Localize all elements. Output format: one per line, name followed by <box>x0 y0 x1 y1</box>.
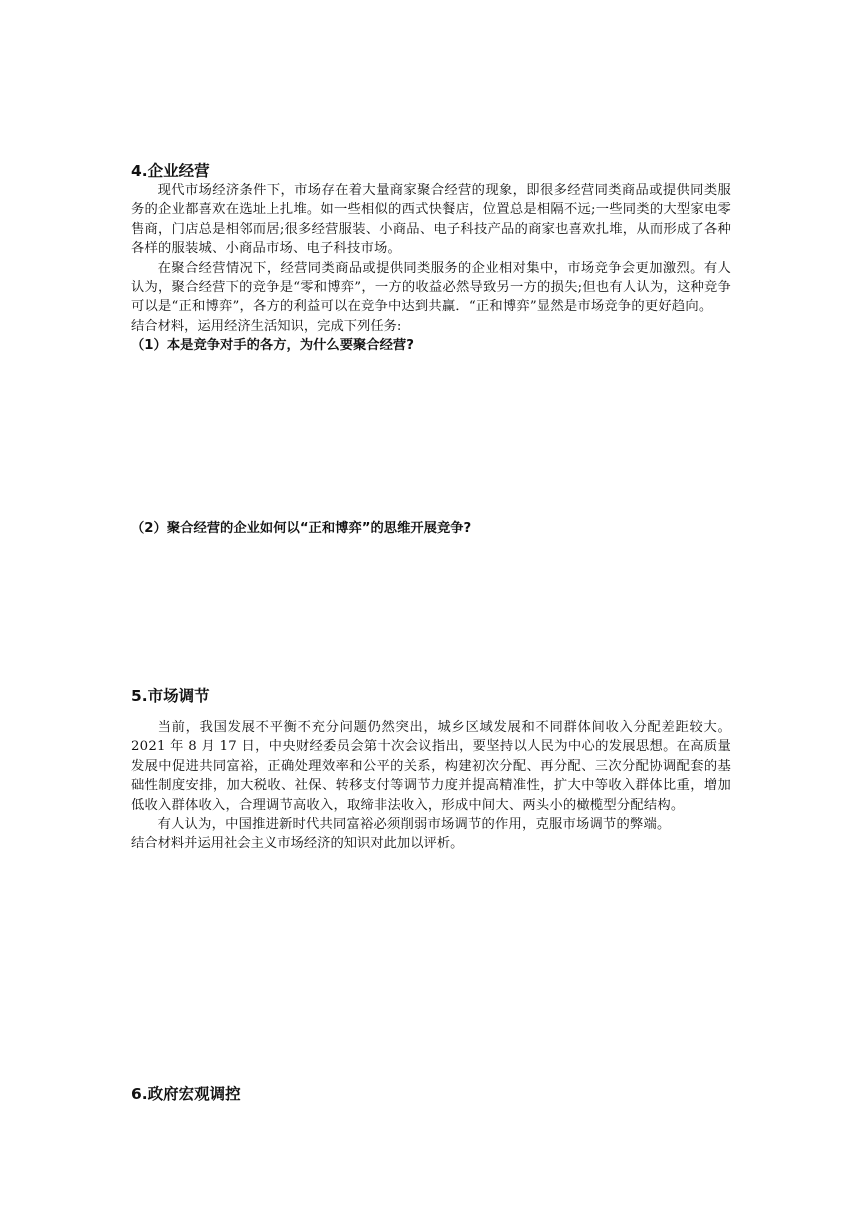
section-6 <box>131 1084 731 1104</box>
task-instruction: 结合材料并运用社会主义市场经济的知识对此加以评析。 <box>131 836 464 852</box>
material-paragraph: 当前，我国发展不平衡不充分问题仍然突出，城乡区域发展和不同群体间收入分配差距较大。2021 年 8 月 17 日，中央财经委员会第十次会议指出，要坚持以人民为中心的发展思想。在高质量发展中促进共同富裕，正确处理效率和公平的关系，构建初次分配、再分配、三次分配协调配套的基础性制度安排，加大税收、社保、转移支付等调节力度并提高精准性，扩大中等收入群体比重，增加低收入群体收入，合理调节高收入，取缔非法收入，形成中间大、两头小的橄榄型分配结构。 <box>131 720 731 813</box>
section-heading: 6.政府宏观调控 <box>131 1085 241 1103</box>
question-2: （2）聚合经营的企业如何以“正和博弈”的思维开展竞争? <box>131 521 472 536</box>
section-5 <box>131 686 731 854</box>
section-4 <box>131 161 731 356</box>
section-heading: 4.企业经营 <box>131 162 210 180</box>
material-paragraph: 在聚合经营情况下，经营同类商品或提供同类服务的企业相对集中，市场竞争会更加激烈。有人认为，聚合经营下的竞争是“零和博弈”，一方的收益必然导致另一方的损失;但也有人认为，这种竞争可以是“正和博弈”，各方的利益可以在竞争中达到共赢．“正和博弈”显然是市场竞争的更好趋向。 <box>131 260 731 315</box>
viewpoint-paragraph: 有人认为，中国推进新时代共同富裕必须削弱市场调节的作用，克服市场调节的弊端。 <box>157 817 671 833</box>
material-paragraph: 现代市场经济条件下，市场存在着大量商家聚合经营的现象，即很多经营同类商品或提供同类服务的企业都喜欢在选址上扎堆。如一些相似的西式快餐店，位置总是相隔不远;一些同类的大型家电零售商，门店总是相邻而居;很多经营服装、小商品、电子科技产品的商家也喜欢扎堆，从而形成了各种各样的服装城、小商品市场、电子科技市场。 <box>131 183 731 257</box>
task-instruction: 结合材料，运用经济生活知识，完成下列任务: <box>131 318 402 334</box>
section-heading: 5.市场调节 <box>131 687 210 705</box>
question-2-block <box>131 519 731 538</box>
question-1: （1）本是竞争对手的各方，为什么要聚合经营? <box>131 338 414 354</box>
